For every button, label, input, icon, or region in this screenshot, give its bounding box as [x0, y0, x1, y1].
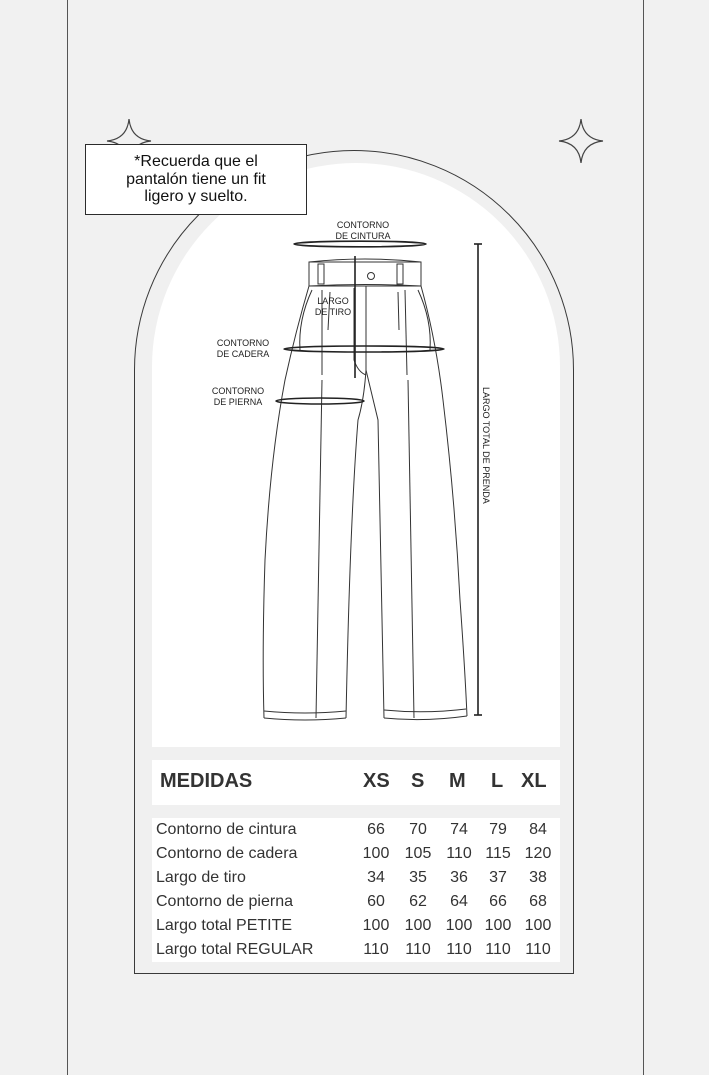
table-row [152, 938, 560, 962]
row-label: Largo total REGULAR [156, 941, 314, 958]
cell-value: 38 [529, 869, 547, 886]
table-title: MEDIDAS [160, 770, 253, 792]
cell-value: 79 [489, 821, 507, 838]
waist-label-line2: DE CINTURA [335, 231, 391, 241]
cell-value: 68 [529, 893, 547, 910]
cell-value: 100 [362, 917, 390, 934]
row-label: Contorno de cadera [156, 845, 298, 862]
leg-label-line2: DE PIERNA [213, 397, 263, 407]
table-row [152, 818, 560, 842]
leg-measure-line [276, 398, 364, 404]
leg-label-line1: CONTORNO [211, 386, 265, 396]
cell-value: 84 [529, 821, 547, 838]
cell-value: 120 [524, 845, 552, 862]
row-label: Largo total PETITE [156, 917, 293, 934]
table-row [152, 842, 560, 866]
cell-value: 110 [525, 941, 551, 958]
row-label: Largo de tiro [156, 869, 246, 886]
cell-value: 100 [484, 917, 512, 934]
rise-label-line1: LARGO [317, 296, 349, 306]
cell-value: 110 [485, 941, 511, 958]
measurements-table [152, 818, 560, 962]
table-row [152, 914, 560, 938]
hip-label-line2: DE CADERA [216, 349, 270, 359]
size-header-s: S [411, 770, 425, 792]
table-header [152, 760, 560, 805]
cell-value: 66 [367, 821, 385, 838]
cell-value: 100 [404, 917, 432, 934]
cell-value: 100 [362, 845, 390, 862]
cell-value: 110 [405, 941, 431, 958]
cell-value: 110 [446, 941, 472, 958]
note-line: pantalón tiene un fit [126, 170, 266, 188]
cell-value: 36 [450, 869, 468, 886]
cell-value: 66 [489, 893, 507, 910]
cell-value: 62 [409, 893, 427, 910]
note-line: ligero y suelto. [144, 188, 248, 205]
row-label: Contorno de pierna [156, 893, 293, 910]
cell-value: 110 [363, 941, 389, 958]
cell-value: 70 [409, 821, 427, 838]
waist-label-line1: CONTORNO [336, 220, 390, 230]
cell-value: 34 [367, 869, 385, 886]
cell-value: 105 [404, 845, 432, 862]
rise-label-line2: DE TIRO [314, 307, 352, 317]
table-row [152, 866, 560, 890]
cell-value: 37 [489, 869, 507, 886]
size-header-xs: XS [363, 770, 390, 792]
row-label: Contorno de cintura [156, 821, 297, 838]
cell-value: 60 [367, 893, 385, 910]
cell-value: 110 [446, 845, 472, 862]
cell-value: 35 [409, 869, 427, 886]
note-line: *Recuerda que el [134, 153, 258, 170]
cell-value: 115 [485, 845, 511, 862]
size-header-l: L [491, 770, 504, 792]
total-length-label: LARGO TOTAL DE PRENDA [481, 387, 491, 504]
hip-measure-line [284, 346, 444, 352]
table-row [152, 890, 560, 914]
size-header-xl: XL [521, 770, 547, 792]
cell-value: 64 [450, 893, 468, 910]
cell-value: 100 [524, 917, 552, 934]
cell-value: 74 [450, 821, 468, 838]
cell-value: 100 [445, 917, 473, 934]
hip-label-line1: CONTORNO [216, 338, 270, 348]
waist-measure-line [294, 241, 426, 247]
waistband [309, 262, 421, 286]
size-header-m: M [449, 770, 466, 792]
